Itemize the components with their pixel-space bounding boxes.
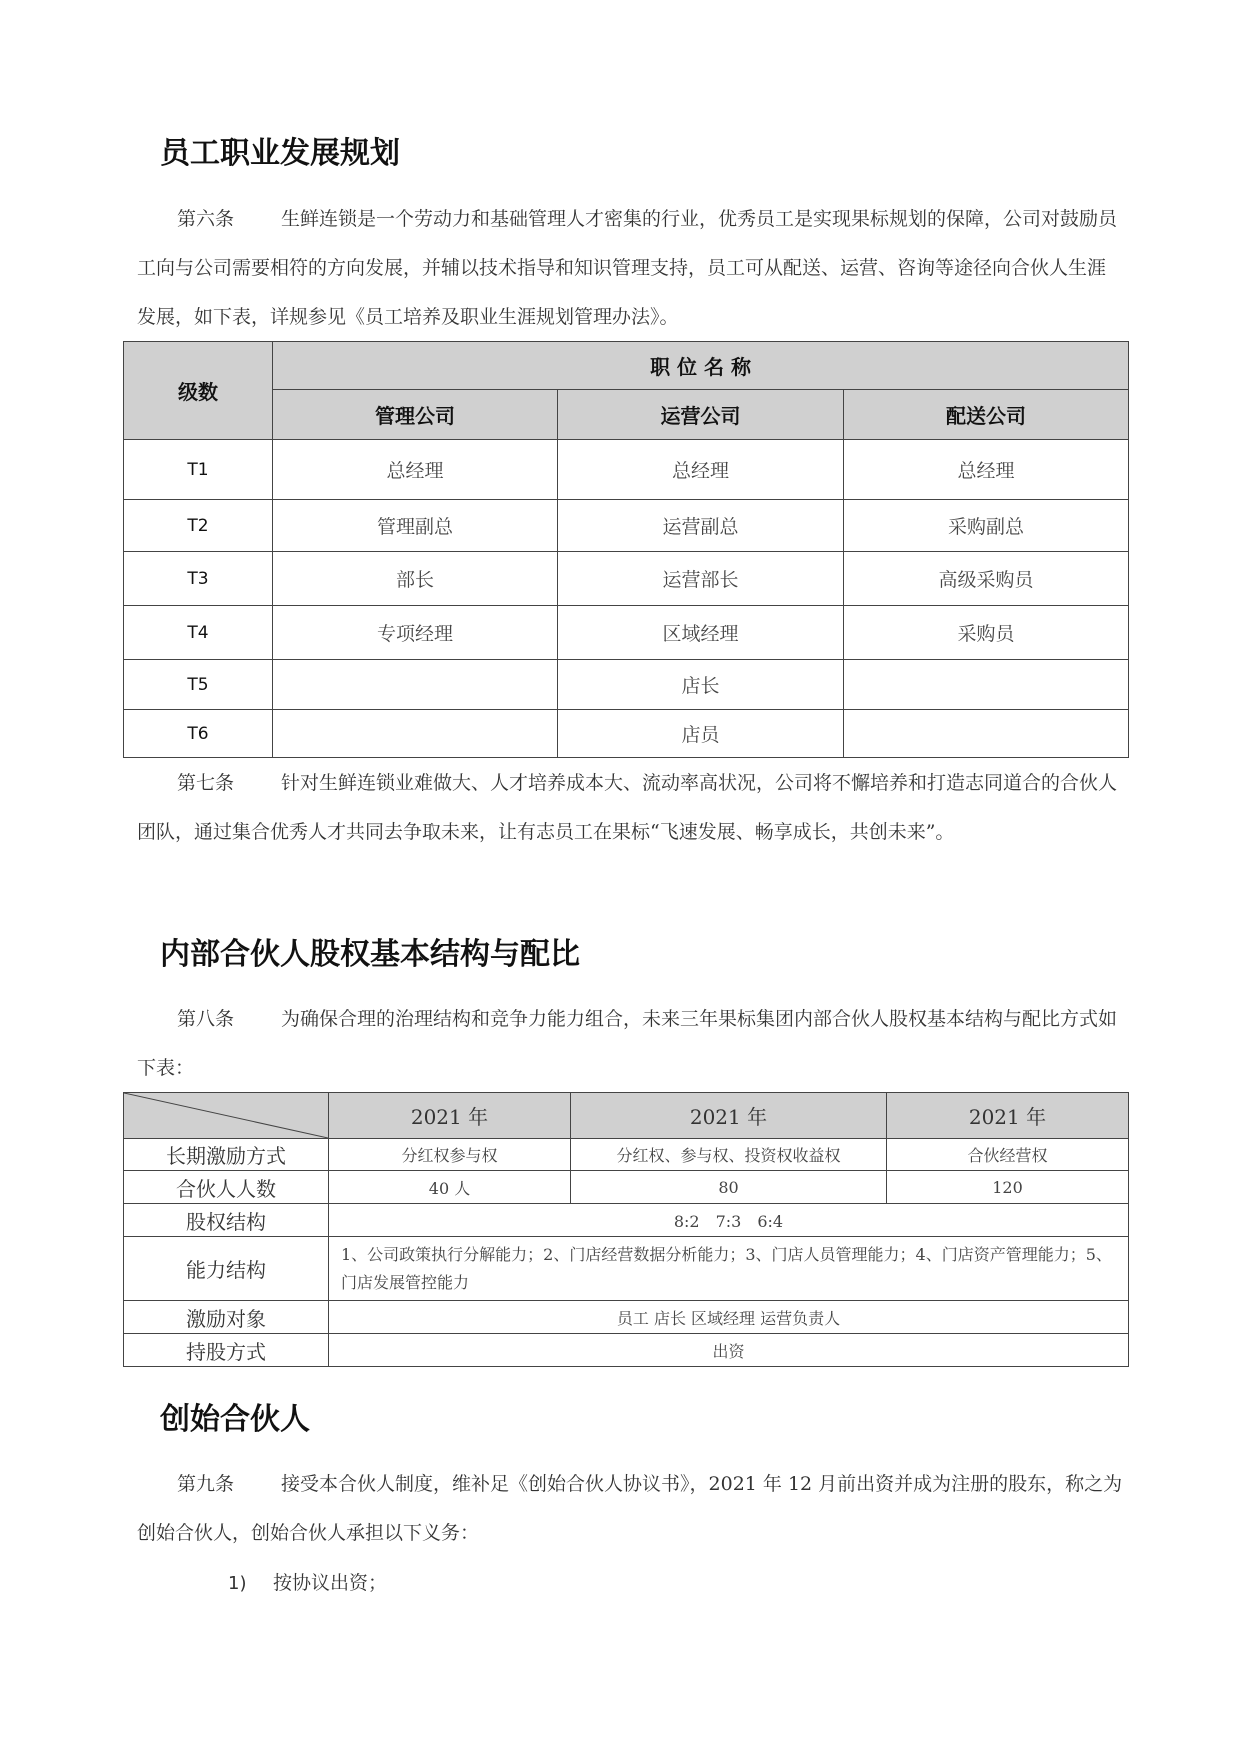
table-cell: 部长 <box>273 552 558 606</box>
article-6-text: 生鲜连锁是一个劳动力和基础管理人才密集的行业，优秀员工是实现果标规划的保障，公司对鼓励员工向与公司需要相符的方向发展，并辅以技术指导和知识管理支持，员工可从配送、运营、咨询等途径向合伙人生涯发展，如下表，详规参见《员工培养及职业生涯规划管理办法》。 <box>137 208 1118 328</box>
level-cell: T2 <box>124 500 273 552</box>
heading-equity-structure: 内部合伙人股权基本结构与配比 <box>160 937 580 972</box>
table-row <box>124 1301 1129 1334</box>
row-label: 激励对象 <box>124 1301 329 1334</box>
article-9-label: 第九条 <box>177 1473 235 1495</box>
table-cell: 出资 <box>329 1334 1129 1367</box>
year-header: 2021 年 <box>887 1093 1129 1139</box>
table-cell: 8:2 7:3 6:4 <box>329 1204 1129 1237</box>
table-cell <box>844 710 1129 758</box>
heading-founding-partner: 创始合伙人 <box>160 1402 310 1437</box>
table-cell: 总经理 <box>558 440 844 500</box>
position-header: 职 位 名 称 <box>273 342 1129 390</box>
table-row <box>124 500 1129 552</box>
level-cell: T1 <box>124 440 273 500</box>
row-label: 股权结构 <box>124 1204 329 1237</box>
table-row <box>124 552 1129 606</box>
level-cell: T3 <box>124 552 273 606</box>
article-8-text: 为确保合理的治理结构和竞争力能力组合，未来三年果标集团内部合伙人股权基本结构与配比方式如下表： <box>137 1008 1118 1079</box>
table-row <box>124 1139 1129 1171</box>
table-cell: 店长 <box>558 660 844 710</box>
table-cell: 专项经理 <box>273 606 558 660</box>
table-cell: 120 <box>887 1171 1129 1204</box>
table-cell: 员工 店长 区域经理 运营负责人 <box>329 1301 1129 1334</box>
obligation-list <box>228 1568 387 1595</box>
row-label: 能力结构 <box>124 1237 329 1301</box>
row-label: 合伙人人数 <box>124 1171 329 1204</box>
table-cell: 1、公司政策执行分解能力；2、门店经营数据分析能力；3、门店人员管理能力；4、门店资产管理能力；5、门店发展管控能力 <box>329 1237 1129 1301</box>
article-9-text: 接受本合伙人制度，维补足《创始合伙人协议书》，2021 年 12 月前出资并成为注册的股东，称之为创始合伙人，创始合伙人承担以下义务： <box>137 1473 1123 1544</box>
table-row <box>124 606 1129 660</box>
table-cell: 运营副总 <box>558 500 844 552</box>
table-cell <box>273 660 558 710</box>
table-cell: 店员 <box>558 710 844 758</box>
table-cell: 分红权参与权 <box>329 1139 571 1171</box>
col-management-company: 管理公司 <box>273 390 558 440</box>
diagonal-header-cell <box>124 1093 329 1139</box>
level-cell: T6 <box>124 710 273 758</box>
list-item <box>228 1568 387 1595</box>
article-7-text: 针对生鲜连锁业难做大、人才培养成本大、流动率高状况，公司将不懈培养和打造志同道合的合伙人团队，通过集合优秀人才共同去争取未来，让有志员工在果标“飞速发展、畅享成长，共创未来”。 <box>137 772 1118 843</box>
table-cell: 高级采购员 <box>844 552 1129 606</box>
table-cell <box>273 710 558 758</box>
article-9 <box>137 1460 1123 1558</box>
table-cell: 合伙经营权 <box>887 1139 1129 1171</box>
article-8 <box>137 995 1123 1093</box>
article-6 <box>137 195 1123 342</box>
table-cell <box>844 660 1129 710</box>
level-header: 级数 <box>124 342 273 440</box>
table-row <box>124 440 1129 500</box>
article-7 <box>137 759 1123 857</box>
col-operation-company: 运营公司 <box>558 390 844 440</box>
article-6-label: 第六条 <box>177 208 235 230</box>
table-cell: 运营部长 <box>558 552 844 606</box>
col-delivery-company: 配送公司 <box>844 390 1129 440</box>
table-cell: 40 人 <box>329 1171 571 1204</box>
heading-career-plan: 员工职业发展规划 <box>160 136 400 171</box>
table-row <box>124 1204 1129 1237</box>
year-header: 2021 年 <box>571 1093 887 1139</box>
table-cell: 分红权、参与权、投资权收益权 <box>571 1139 887 1171</box>
table-cell: 总经理 <box>273 440 558 500</box>
article-8-label: 第八条 <box>177 1008 235 1030</box>
table-cell: 区域经理 <box>558 606 844 660</box>
diagonal-line-icon <box>124 1093 328 1138</box>
table-row <box>124 1237 1129 1301</box>
career-level-table <box>123 341 1129 758</box>
table-cell: 总经理 <box>844 440 1129 500</box>
article-7-label: 第七条 <box>177 772 235 794</box>
table-row <box>124 660 1129 710</box>
table-cell: 管理副总 <box>273 500 558 552</box>
level-cell: T5 <box>124 660 273 710</box>
list-number: 1) <box>228 1573 247 1594</box>
table-cell: 采购员 <box>844 606 1129 660</box>
table-row <box>124 1334 1129 1367</box>
table-cell: 80 <box>571 1171 887 1204</box>
table-row <box>124 710 1129 758</box>
level-cell: T4 <box>124 606 273 660</box>
year-header: 2021 年 <box>329 1093 571 1139</box>
row-label: 长期激励方式 <box>124 1139 329 1171</box>
row-label: 持股方式 <box>124 1334 329 1367</box>
table-cell: 采购副总 <box>844 500 1129 552</box>
list-text: 按协议出资； <box>273 1572 388 1594</box>
table-row <box>124 1171 1129 1204</box>
equity-table <box>123 1092 1129 1367</box>
